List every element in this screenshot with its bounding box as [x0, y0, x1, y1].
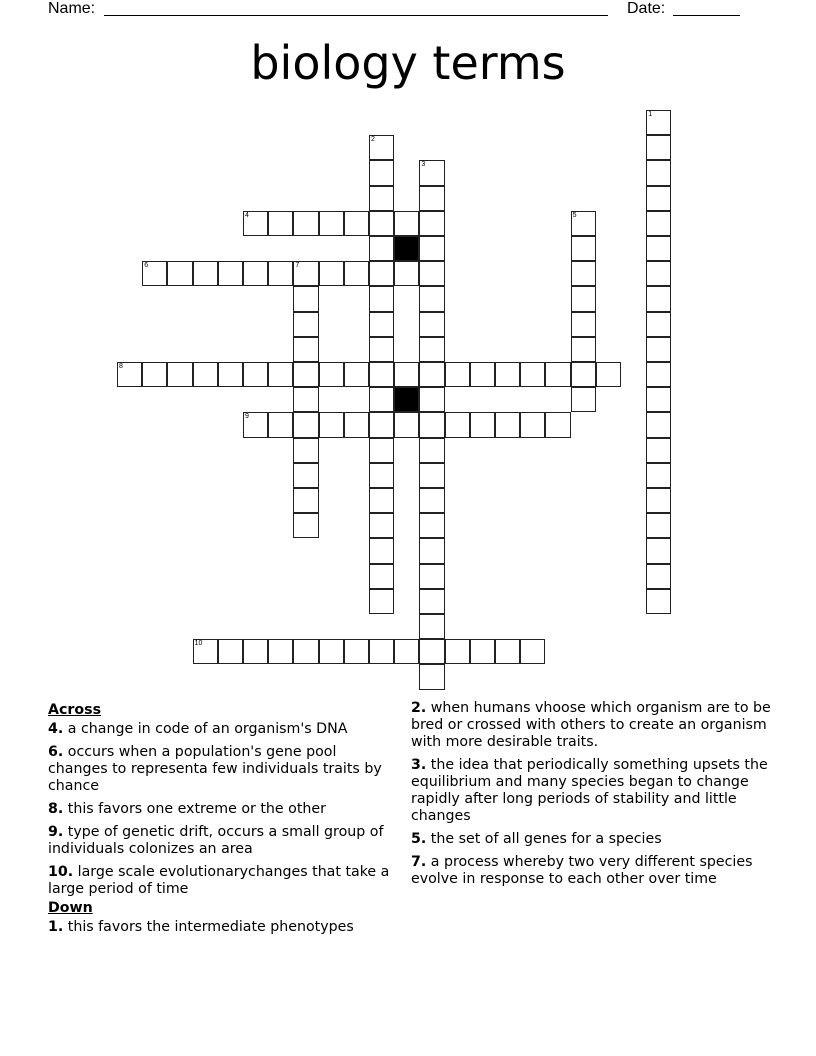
clue-across-6 [48, 744, 398, 795]
crossword-cell[interactable] [293, 387, 318, 412]
crossword-cell[interactable] [520, 362, 545, 387]
crossword-cell[interactable] [646, 438, 671, 463]
clue-down-3 [411, 757, 781, 825]
crossword-cell[interactable] [445, 639, 470, 664]
crossword-cell[interactable] [571, 362, 596, 387]
clue-number: 5. [411, 831, 427, 847]
crossword-cell[interactable] [646, 286, 671, 311]
crossword-cell[interactable] [646, 564, 671, 589]
crossword-cell[interactable] [293, 438, 318, 463]
crossword-cell[interactable] [596, 362, 621, 387]
date-label: Date: [627, 0, 666, 17]
crossword-cell[interactable] [344, 639, 369, 664]
crossword-cell[interactable] [319, 211, 344, 236]
crossword-cell[interactable] [571, 312, 596, 337]
clue-across-4 [48, 721, 398, 738]
crossword-cell[interactable] [293, 513, 318, 538]
crossword-cell[interactable] [167, 362, 192, 387]
crossword-cell[interactable] [369, 160, 394, 185]
clue-text: when humans vhoose which organism are to be bred or crossed with others to create an organism with more desirable traits. [411, 700, 771, 750]
crossword-cell[interactable] [268, 211, 293, 236]
crossword-cell[interactable] [419, 186, 444, 211]
crossword-cell[interactable] [419, 488, 444, 513]
crossword-cell[interactable] [142, 261, 167, 286]
crossword-cell[interactable] [646, 186, 671, 211]
crossword-cell[interactable] [218, 261, 243, 286]
crossword-cell[interactable] [319, 639, 344, 664]
clues-column-left [48, 700, 398, 942]
page-title: biology terms [250, 36, 566, 90]
crossword-cell[interactable] [394, 261, 419, 286]
crossword-cell[interactable] [369, 589, 394, 614]
crossword-cell[interactable] [646, 589, 671, 614]
crossword-cell[interactable] [495, 412, 520, 437]
crossword-cell[interactable] [646, 463, 671, 488]
cell-number: 2 [371, 136, 375, 144]
crossword-cell[interactable] [369, 362, 394, 387]
clue-down-2 [411, 700, 781, 751]
crossword-cell[interactable] [369, 488, 394, 513]
crossword-cell[interactable] [293, 639, 318, 664]
cell-number: 8 [119, 363, 123, 370]
name-label: Name: [48, 0, 96, 17]
crossword-cell[interactable] [646, 160, 671, 185]
crossword-cell[interactable] [293, 488, 318, 513]
crossword-cell[interactable] [394, 639, 419, 664]
cell-number: 4 [245, 211, 249, 219]
crossword-cell[interactable] [193, 362, 218, 387]
black-cell [394, 236, 419, 261]
crossword-cell[interactable] [646, 337, 671, 362]
clue-number: 4. [48, 721, 64, 737]
crossword-cell[interactable] [445, 362, 470, 387]
crossword-cell[interactable] [319, 362, 344, 387]
down-heading: Down [48, 900, 93, 916]
crossword-cell[interactable] [419, 639, 444, 664]
crossword-cell[interactable] [218, 639, 243, 664]
crossword-cell[interactable] [419, 286, 444, 311]
cell-number: 3 [421, 161, 426, 169]
clue-across-9 [48, 824, 398, 858]
crossword-cell[interactable] [344, 412, 369, 437]
clue-down-5 [411, 831, 781, 848]
crossword-cell[interactable] [646, 412, 671, 437]
crossword-cell[interactable] [470, 639, 495, 664]
crossword-cell[interactable] [268, 639, 293, 664]
crossword-cell[interactable] [293, 362, 318, 387]
clue-text: type of genetic drift, occurs a small group of individuals colonizes an area [48, 824, 384, 857]
crossword-cell[interactable] [193, 639, 218, 664]
cell-number: 7 [295, 262, 300, 270]
crossword-cell[interactable] [243, 261, 268, 286]
crossword-cell[interactable] [369, 135, 394, 160]
clue-down-7 [411, 854, 781, 888]
crossword-cell[interactable] [571, 261, 596, 286]
crossword-cell[interactable] [369, 286, 394, 311]
crossword-cell[interactable] [268, 412, 293, 437]
crossword-cell[interactable] [646, 387, 671, 412]
crossword-cell[interactable] [369, 438, 394, 463]
crossword-cell[interactable] [319, 412, 344, 437]
crossword-cell[interactable] [419, 564, 444, 589]
clue-number: 2. [411, 700, 427, 716]
crossword-cell[interactable] [369, 312, 394, 337]
crossword-cell[interactable] [344, 211, 369, 236]
crossword-cell[interactable] [268, 362, 293, 387]
clue-text: this favors one extreme or the other [63, 801, 326, 817]
cell-number: 10 [194, 640, 203, 648]
clue-number: 8. [48, 801, 64, 817]
crossword-cell[interactable] [646, 135, 671, 160]
crossword-cell[interactable] [394, 362, 419, 387]
crossword-cell[interactable] [419, 312, 444, 337]
crossword-cell[interactable] [117, 362, 142, 387]
clue-number: 6. [48, 744, 64, 760]
crossword-cell[interactable] [470, 362, 495, 387]
crossword-cell[interactable] [293, 261, 318, 286]
crossword-cell[interactable] [218, 362, 243, 387]
crossword-cell[interactable] [646, 312, 671, 337]
crossword-cell[interactable] [419, 236, 444, 261]
crossword-cell[interactable] [419, 664, 444, 689]
crossword-cell[interactable] [571, 337, 596, 362]
clue-number: 3. [411, 757, 427, 773]
crossword-cell[interactable] [369, 564, 394, 589]
crossword-cell[interactable] [571, 286, 596, 311]
crossword-cell[interactable] [293, 412, 318, 437]
clue-text: the idea that periodically something upsets the equilibrium and many species began to change rapidly after long periods of stability and little changes [411, 757, 768, 824]
across-heading: Across [48, 702, 102, 718]
clue-text: the set of all genes for a species [426, 831, 662, 847]
cell-number: 1 [648, 111, 653, 118]
clue-number: 10. [48, 864, 74, 880]
crossword-cell[interactable] [369, 211, 394, 236]
crossword-cell[interactable] [394, 412, 419, 437]
clue-number: 7. [411, 854, 427, 870]
crossword-cell[interactable] [470, 412, 495, 437]
crossword-cell[interactable] [369, 387, 394, 412]
crossword-cell[interactable] [646, 513, 671, 538]
crossword-cell[interactable] [369, 337, 394, 362]
crossword-cell[interactable] [394, 211, 419, 236]
crossword-cell[interactable] [369, 463, 394, 488]
crossword-cell[interactable] [142, 362, 167, 387]
crossword-cell[interactable] [243, 412, 268, 437]
crossword-cell[interactable] [419, 614, 444, 639]
clue-across-10 [48, 864, 398, 898]
crossword-cell[interactable] [369, 639, 394, 664]
crossword-cell[interactable] [369, 412, 394, 437]
crossword-cell[interactable] [419, 160, 444, 185]
crossword-cell[interactable] [369, 186, 394, 211]
crossword-cell[interactable] [369, 236, 394, 261]
crossword-cell[interactable] [646, 236, 671, 261]
crossword-cell[interactable] [293, 463, 318, 488]
crossword-cell[interactable] [344, 362, 369, 387]
crossword-cell[interactable] [445, 412, 470, 437]
crossword-cell[interactable] [419, 211, 444, 236]
cell-number: 6 [144, 262, 149, 270]
crossword-cell[interactable] [167, 261, 192, 286]
crossword-cell[interactable] [520, 639, 545, 664]
crossword-cell[interactable] [646, 261, 671, 286]
cell-number: 5 [572, 211, 577, 219]
crossword-cell[interactable] [419, 513, 444, 538]
crossword-cell[interactable] [646, 211, 671, 236]
crossword-cell[interactable] [243, 211, 268, 236]
crossword-cell[interactable] [419, 387, 444, 412]
clue-down-1 [48, 919, 398, 936]
crossword-cell[interactable] [419, 538, 444, 563]
crossword-cell[interactable] [495, 639, 520, 664]
crossword-cell[interactable] [419, 438, 444, 463]
clue-text: a change in code of an organism's DNA [63, 721, 348, 737]
crossword-cell[interactable] [419, 261, 444, 286]
crossword-cell[interactable] [646, 362, 671, 387]
clue-number: 9. [48, 824, 64, 840]
crossword-cell[interactable] [369, 261, 394, 286]
clues-column-right [411, 700, 781, 894]
crossword-cell[interactable] [369, 538, 394, 563]
crossword-cell[interactable] [495, 362, 520, 387]
crossword-cell[interactable] [293, 312, 318, 337]
crossword-cell[interactable] [369, 513, 394, 538]
crossword-cell[interactable] [520, 412, 545, 437]
crossword-cell[interactable] [646, 110, 671, 135]
clue-text: large scale evolutionarychanges that take a large period of time [48, 864, 390, 897]
black-cell [394, 387, 419, 412]
clue-across-8 [48, 801, 398, 818]
crossword-cell[interactable] [545, 412, 570, 437]
crossword-cell[interactable] [571, 211, 596, 236]
crossword-cell[interactable] [193, 261, 218, 286]
crossword-cell[interactable] [545, 362, 570, 387]
crossword-cell[interactable] [571, 236, 596, 261]
crossword-cell[interactable] [419, 337, 444, 362]
crossword-cell[interactable] [243, 639, 268, 664]
crossword-cell[interactable] [419, 463, 444, 488]
crossword-cell[interactable] [419, 362, 444, 387]
crossword-cell[interactable] [646, 538, 671, 563]
clue-text: a process whereby two very different species evolve in response to each other over time [411, 854, 753, 887]
clue-text: this favors the intermediate phenotypes [63, 919, 354, 935]
cell-number: 9 [245, 413, 249, 421]
crossword-cell[interactable] [268, 261, 293, 286]
crossword-cell[interactable] [646, 488, 671, 513]
crossword-cell[interactable] [243, 362, 268, 387]
clue-number: 1. [48, 919, 64, 935]
crossword-cell[interactable] [293, 286, 318, 311]
crossword-cell[interactable] [571, 387, 596, 412]
crossword-cell[interactable] [293, 337, 318, 362]
crossword-cell[interactable] [344, 261, 369, 286]
crossword-cell[interactable] [419, 412, 444, 437]
crossword-cell[interactable] [319, 261, 344, 286]
crossword-cell[interactable] [419, 589, 444, 614]
crossword-cell[interactable] [293, 211, 318, 236]
clue-text: occurs when a population's gene pool changes to representa few individuals traits by chance [48, 744, 382, 794]
